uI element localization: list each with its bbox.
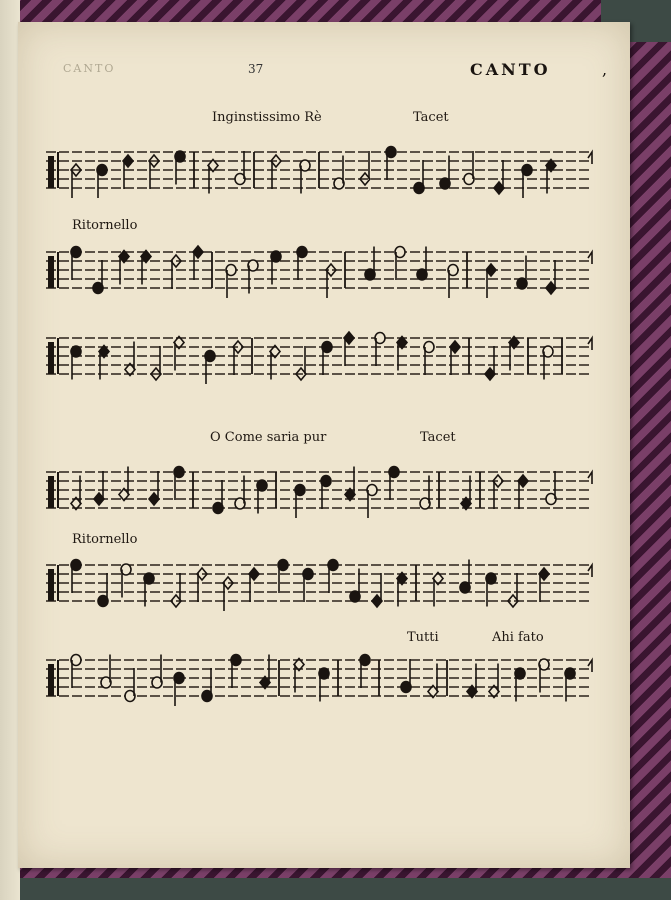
mirror-header: CANTO <box>63 62 116 75</box>
custos-mark <box>588 152 592 164</box>
clef-mark <box>48 156 54 188</box>
lyric-label: Inginstissimo Rè <box>212 110 322 125</box>
custos-mark <box>588 338 592 350</box>
lyric-label: Ritornello <box>72 218 138 233</box>
clef-mark <box>48 664 54 696</box>
page-number: 37 <box>248 62 264 76</box>
lyric-label: Ritornello <box>72 532 138 547</box>
custos-mark <box>588 472 592 484</box>
clef-mark <box>48 476 54 508</box>
lyric-label: O Come saria pur <box>210 430 327 445</box>
header-comma: , <box>602 60 608 79</box>
lyric-label: Tacet <box>420 430 456 445</box>
lyric-label: Tutti <box>407 630 439 645</box>
custos-mark <box>588 565 592 577</box>
custos-mark <box>588 660 592 672</box>
lyric-label: Tacet <box>413 110 449 125</box>
clef-mark <box>48 256 54 288</box>
clef-mark <box>48 569 54 601</box>
page-title: CANTO <box>470 60 551 79</box>
custos-mark <box>588 252 592 264</box>
clef-mark <box>48 342 54 374</box>
lyric-label: Ahi fato <box>492 630 544 645</box>
